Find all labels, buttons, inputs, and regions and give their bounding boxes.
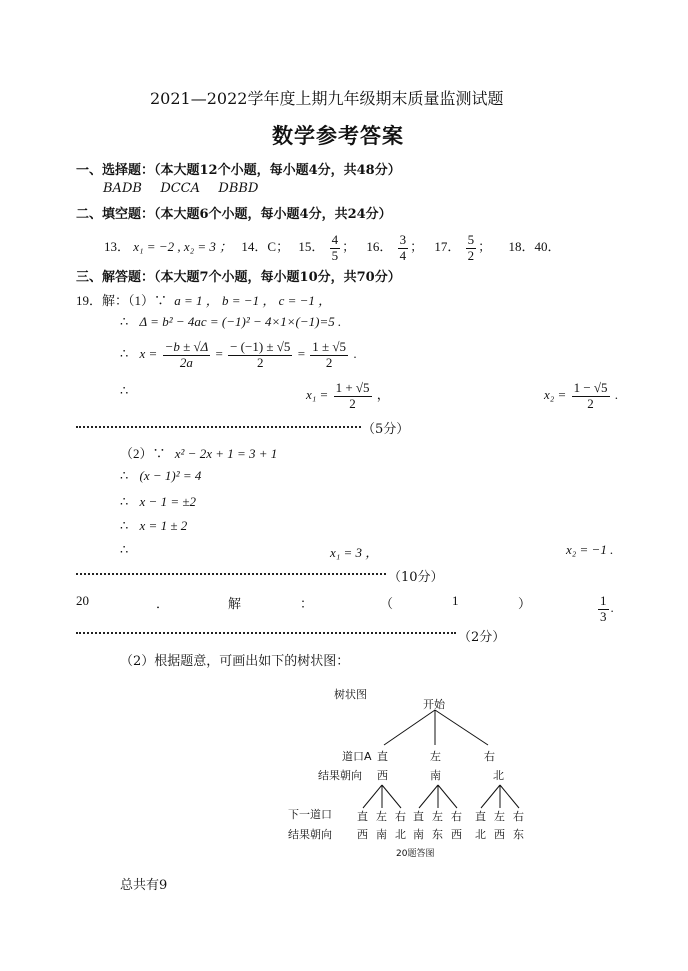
q19-step3: x = 1 ± 2 (139, 518, 188, 533)
x1-label: x₁ = (306, 387, 329, 402)
q20-part-one: 1 (452, 593, 459, 608)
q19-step2: x − 1 = ±2 (139, 494, 196, 509)
tree-l2-dir-0: 直 (357, 810, 368, 823)
q16-label: 16． (366, 239, 393, 254)
x1-den: 2 (349, 395, 356, 411)
therefore-symbol: ∴ (120, 494, 129, 509)
q19-part2-equation: x² − 2x + 1 = 3 + 1 (174, 446, 278, 461)
tree-l2-dir-3: 直 (413, 810, 424, 823)
tree-level1-result-label: 结果朝向 (318, 769, 362, 782)
tree-l2-dir-7: 左 (494, 810, 505, 823)
tree-l2-res-3: 南 (413, 828, 424, 841)
therefore-symbol: ∴ (120, 468, 129, 483)
therefore-symbol: ∴ (120, 518, 129, 533)
q20-dot: ． (156, 596, 170, 611)
tree-l2-res-4: 东 (432, 828, 443, 841)
tree-l1-res-1: 南 (430, 769, 441, 782)
edge-root-right (435, 710, 488, 745)
period: . (353, 346, 357, 361)
document-title: 2021—2022学年度上期九年级期末质量监测试题 (150, 89, 504, 108)
q17-den: 2 (467, 247, 475, 263)
solve-section-header: 三、解答题：（本大题7个小题，每小题10分，共70分） (76, 270, 401, 285)
tree-l2-res-1: 南 (376, 828, 387, 841)
q19-part2-label: （2）∵ (120, 446, 166, 461)
x1-num: 1 + √5 (335, 379, 370, 395)
edge-l1c-c (500, 785, 519, 808)
edge-l1a-a (363, 785, 382, 808)
equals-sign: = (215, 346, 223, 361)
tree-l1-res-2: 北 (493, 769, 504, 782)
q19-given: a = 1 ， b = −1 ， c = −1 ， (174, 293, 332, 308)
q20-number: 20 (76, 593, 89, 608)
tree-l2-res-6: 北 (475, 828, 486, 841)
tree-caption: 20题答图 (396, 849, 435, 859)
therefore-symbol: ∴ (120, 314, 129, 329)
q19-f1-den: 2a (179, 354, 193, 370)
edge-l1b-a (419, 785, 438, 808)
q20-frac-den: 3 (600, 608, 607, 624)
q20-colon: ： (300, 596, 314, 611)
therefore-symbol-part2-roots: ∴ (120, 542, 129, 557)
choice-section-header: 一、选择题：（本大题12个小题，每小题4分，共48分） (76, 163, 401, 178)
q13-expr: x₁ = −2 , x₂ = 3 ； (133, 239, 233, 254)
tree-level1-label: 道口A (342, 750, 372, 763)
q19-f3-den: 2 (325, 354, 333, 370)
tree-l1-dir-1: 左 (430, 750, 441, 763)
x2-num: 1 − √5 (573, 379, 608, 395)
q19-score-2: （10分） (388, 570, 444, 585)
therefore-symbol-roots: ∴ (120, 383, 129, 398)
tree-title: 树状图 (334, 688, 367, 701)
equals-sign: = (297, 346, 306, 361)
q19-step1: (x − 1)² = 4 (139, 468, 202, 483)
q17-label: 17． (434, 239, 461, 254)
q20-part2-text: （2）根据题意，可画出如下的树状图： (120, 654, 350, 669)
q18-answer: 18．40． (508, 239, 561, 254)
tree-l2-res-0: 西 (357, 828, 368, 841)
q20-frac-num: 1 (600, 592, 607, 608)
q20-left-paren: （ (380, 596, 394, 611)
tree-l1-res-0: 西 (377, 769, 388, 782)
tree-l2-dir-5: 右 (451, 810, 462, 823)
q15-num: 4 (331, 231, 339, 247)
tree-l2-res-5: 西 (451, 828, 462, 841)
q19-part2-root-1: x₁ = 3 ， (330, 545, 379, 560)
period: . (610, 600, 614, 615)
tree-level2-result-label: 结果朝向 (288, 828, 332, 841)
tree-root: 开始 (423, 698, 445, 711)
q19-f1-num: −b ± √Δ (164, 338, 209, 354)
tree-l1-dir-0: 直 (377, 750, 388, 763)
tree-l2-dir-2: 右 (395, 810, 406, 823)
q16-den: 4 (399, 247, 407, 263)
tree-l1-dir-2: 右 (484, 750, 495, 763)
q20-right-paren: ） (518, 596, 532, 611)
edge-root-straight (384, 710, 435, 745)
q15-den: 5 (331, 247, 339, 263)
choice-answers: BADB DCCA DBBD (103, 181, 259, 196)
q16-num: 3 (399, 231, 407, 247)
q20-score: （2分） (458, 630, 506, 645)
comma: ， (376, 387, 390, 402)
q19-delta: Δ = b² − 4ac = (−1)² − 4×1×(−1)=5 . (139, 314, 342, 329)
therefore-symbol: ∴ (120, 346, 129, 361)
x2-den: 2 (587, 395, 594, 411)
tree-level2-label: 下一道口 (288, 808, 332, 821)
q19-f3-num: 1 ± √5 (312, 338, 347, 354)
x2-label: x₂ = (544, 387, 567, 402)
document-subtitle: 数学参考答案 (272, 123, 404, 148)
q17-num: 5 (467, 231, 475, 247)
tree-l2-res-2: 北 (395, 828, 406, 841)
fill-section-header: 二、填空题：（本大题6个小题，每小题4分，共24分） (76, 207, 392, 222)
q19-score-1: （5分） (362, 422, 410, 437)
q19-f2-num: − (−1) ± √5 (230, 338, 291, 354)
edge-l1a-c (382, 785, 401, 808)
fill-answers-row: 13． x₁ = −2 , x₂ = 3 ； 14．C； 15． $\frac{4}{5}$ ； 16． $\frac{3}{4}$ ； 17． $\frac{5}{2}$ ； 18．40． (104, 231, 561, 263)
q20-jie: 解 (228, 596, 242, 611)
period: . (614, 387, 619, 402)
tree-l2-res-7: 西 (494, 828, 505, 841)
tree-l2-dir-1: 左 (376, 810, 387, 823)
q19-part2-root-2: x₂ = −1 . (566, 542, 614, 557)
q19-label: 19．解：（1）∵ (76, 293, 168, 308)
q19-x-eq: x = (139, 346, 158, 361)
q13-label: 13． (104, 239, 131, 254)
tree-l2-res-8: 东 (513, 828, 524, 841)
q20-summary: 总共有9 (120, 878, 168, 893)
q14-answer: 14．C； (241, 239, 290, 254)
edge-l1c-a (481, 785, 500, 808)
tree-l2-dir-6: 直 (475, 810, 486, 823)
tree-l2-dir-4: 左 (432, 810, 443, 823)
tree-l2-dir-8: 右 (513, 810, 524, 823)
q15-label: 15． (298, 239, 325, 254)
edge-l1b-c (438, 785, 457, 808)
q19-f2-den: 2 (257, 354, 264, 370)
